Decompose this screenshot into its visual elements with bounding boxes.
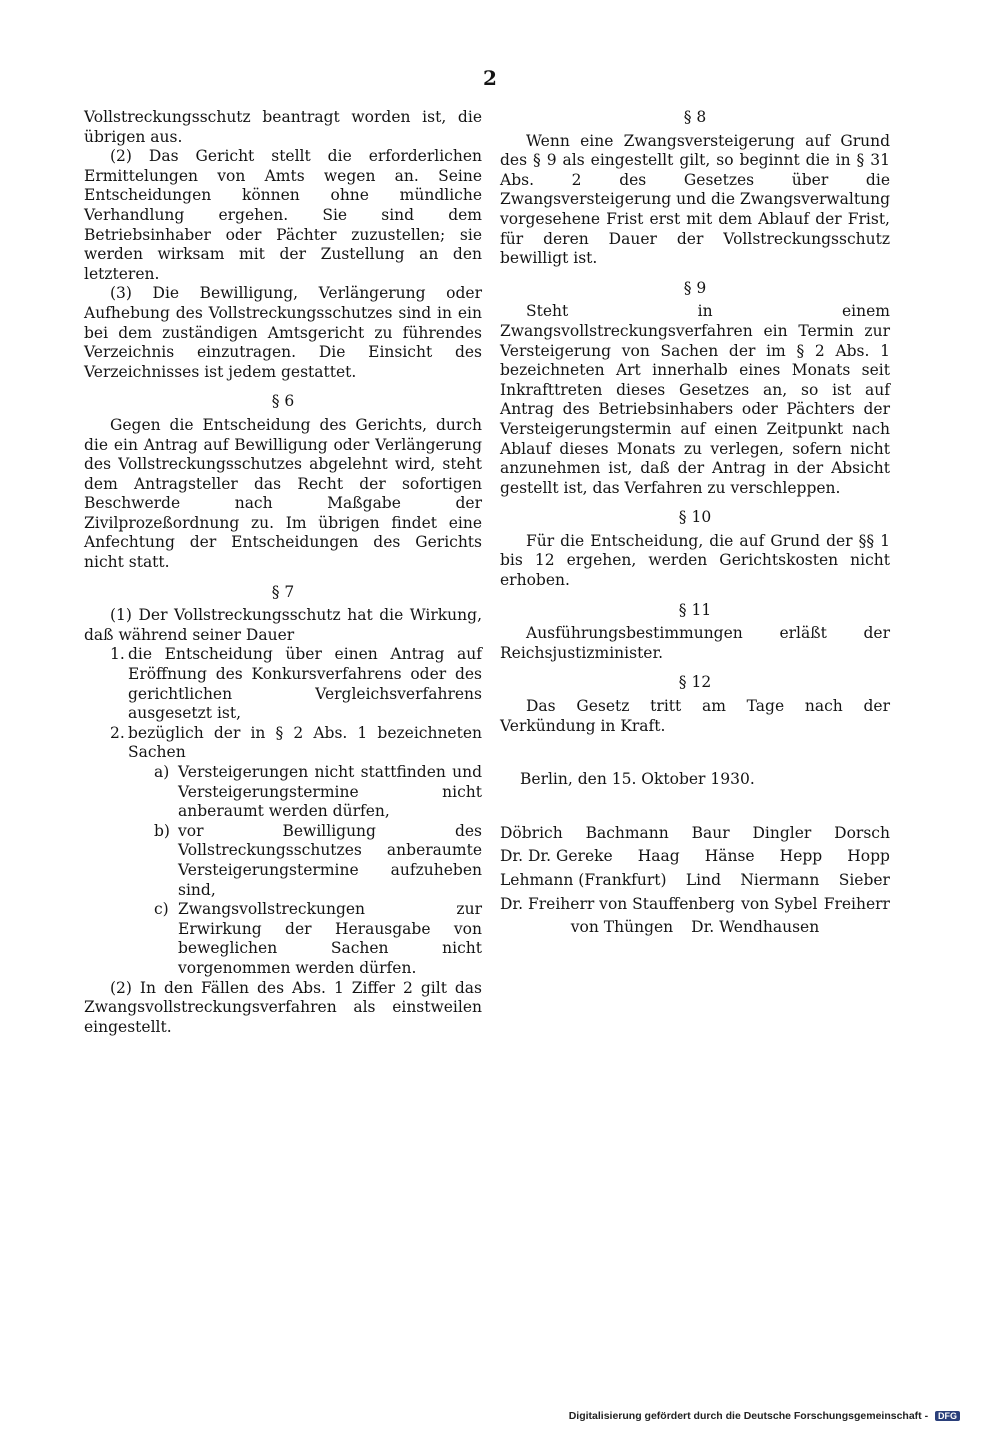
signatory: Dingler [752,823,812,842]
numbered-list [84,645,482,763]
list-item-2 [110,724,482,763]
signatory-line [500,895,890,915]
signatory: Bachmann [585,823,669,842]
signatory: Dorsch [834,823,890,842]
signatory-line [500,871,890,891]
section-heading-12: § 12 [678,673,712,692]
place-date: Berlin, den 15. Oktober 1930. [520,770,755,789]
paragraph-5-2: (2) Das Gericht stellt die erforderlichen Ermittelungen von Amts wegen an. Seine Entscheidungen können ohne mündliche Verhandlung ergehen. Sie sind dem Betriebsinhaber oder Pächter zuzustellen; sie werden wirksam mit der Zustellung an den letzteren. [84,147,482,283]
section-heading-6: § 6 [271,392,295,411]
paragraph-10: Für die Entscheidung, die auf Grund der §§ 1 bis 12 ergehen, werden Gerichtskosten nicht erhoben. [500,531,890,590]
signatory-line [500,847,890,867]
credit-text: Digitalisierung gefördert durch die Deutsche Forschungsgemeinschaft - [568,1410,929,1422]
list-item-text: vor Bewilligung des Vollstreckungsschutzes anberaumte Versteigerungstermine aufzuheben sind, [178,821,482,899]
dfg-logo: DFG [935,1411,960,1421]
signatory: von Sybel [741,894,818,913]
signatory: Lind [685,871,722,889]
list-item-letter: b) [154,821,170,840]
signatory: Lehmann (Frankfurt) [500,871,667,889]
section-heading-10: § 10 [678,508,712,527]
signatory: Hopp [847,847,890,866]
paragraph-5-3: (3) Die Bewilligung, Verlängerung oder Aufhebung des Vollstreckungsschutzes sind in ein bei dem zuständigen Amtsgericht zu führendes Verzeichnis einzutragen. Die Einsicht des Verzeichnisses ist jedem gestattet. [84,284,482,381]
section-heading-7: § 7 [271,582,295,601]
signatory: Dr. Freiherr von Stauffenberg [500,894,735,913]
signatory: Dr. Dr. Gereke [500,847,613,866]
signatory: Haag [637,847,680,866]
left-column [84,108,482,1037]
list-item-text: Zwangsvollstreckungen zur Erwirkung der Herausgabe von beweglichen Sachen nicht vorgenommen werden dürfen. [178,900,482,977]
signatory: von Thüngen [570,918,674,937]
signatory-line [500,918,890,938]
paragraph-carry-over: Vollstreckungsschutz beantragt worden ist, die übrigen aus. [84,108,482,146]
paragraph-9: Steht in einem Zwangsvollstreckungsverfahren ein Termin zur Versteigerung von Sachen der im § 2 Abs. 1 bezeichneten Art innerhalb eines Monats seit Inkrafttreten dieses Gesetzes an, so ist auf Antrag des Betriebsinhabers oder Pächters der Versteigerungstermin auf einen Zeitpunkt nach Ablauf dieses Monats zu verlegen, sofern nicht anzunehmen ist, daß der Antrag in der Absicht gestellt ist, das Verfahren zu verschleppen. [500,302,890,497]
list-item-letter: a) [154,763,170,781]
section-heading-9: § 9 [683,278,707,297]
paragraph-7-1: (1) Der Vollstreckungsschutz hat die Wirkung, daß während seiner Dauer [84,606,482,644]
signatory: Hepp [779,847,823,866]
list-item-a [154,763,482,822]
signatory: Freiherr [823,894,890,913]
list-item-c [154,900,482,978]
page-number: 2 [483,66,497,90]
signatory: Baur [691,823,730,842]
list-item-letter: c) [154,900,169,919]
list-item-text: bezüglich der in § 2 Abs. 1 bezeichneten Sachen [128,723,482,762]
right-column [500,108,890,942]
paragraph-7-2: (2) In den Fällen des Abs. 1 Ziffer 2 gilt das Zwangsvollstreckungsverfahren als einstweilen eingestellt. [84,978,482,1036]
paragraph-12: Das Gesetz tritt am Tage nach der Verkündung in Kraft. [500,697,890,735]
signatory-line [500,824,890,844]
paragraph-11: Ausführungsbestimmungen erläßt der Reichsjustizminister. [500,624,890,662]
list-item-text: die Entscheidung über einen Antrag auf Eröffnung des Konkursverfahrens oder des gerichtlichen Vergleichsverfahrens ausgesetzt ist, [128,645,482,723]
signatories [500,824,890,938]
signatory: Hänse [704,847,755,866]
list-item-1 [110,645,482,723]
lettered-list [84,763,482,979]
list-item-b [154,822,482,900]
paragraph-6: Gegen die Entscheidung des Gerichts, durch die ein Antrag auf Bewilligung oder Verlängerung des Vollstreckungsschutzes abgelehnt wird, steht dem Antragsteller das Recht der sofortigen Beschwerde nach Maßgabe der Zivilprozeßordnung zu. Im übrigen findet eine Anfechtung der Entscheidungen des Gerichts nicht statt. [84,415,482,572]
section-heading-8: § 8 [683,108,707,126]
signatory: Döbrich [500,823,563,842]
signatory: Niermann [740,871,820,889]
signatory: Dr. Wendhausen [691,918,820,937]
signatory: Sieber [838,871,890,889]
list-item-number: 1. [110,645,125,664]
section-heading-11: § 11 [678,600,712,619]
paragraph-8: Wenn eine Zwangsversteigerung auf Grund des § 9 als eingestellt gilt, so beginnt die in § 31 Abs. 2 des Gesetzes über die Zwangsversteigerung und die Zwangsverwaltung vorgesehene Frist erst mit dem Ablauf der Frist, für deren Dauer der Vollstreckungsschutz bewilligt ist. [500,131,890,268]
list-item-text: Versteigerungen nicht stattfinden und Versteigerungstermine nicht anberaumt werden dürfen, [178,763,482,821]
list-item-number: 2. [110,723,125,742]
digitization-credit [569,1410,960,1422]
